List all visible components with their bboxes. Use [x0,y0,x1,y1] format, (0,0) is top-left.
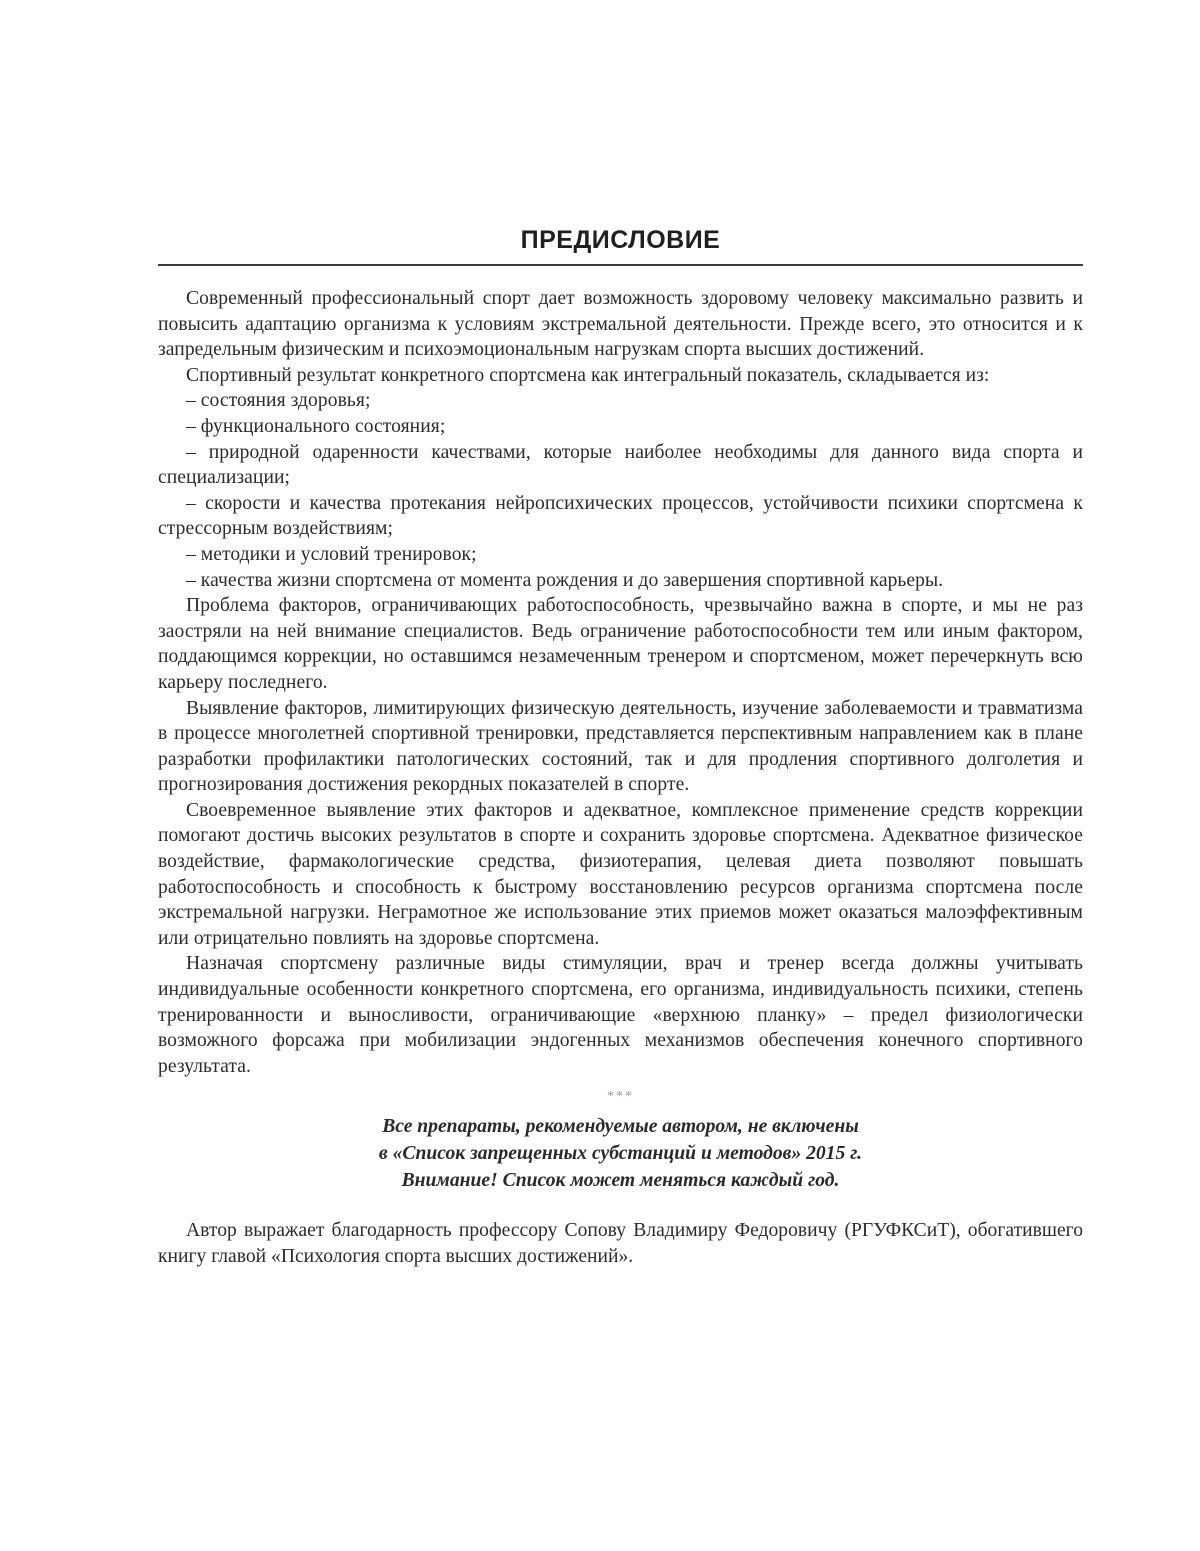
notice-line: Все препараты, рекомендуемые автором, не включены [382,1116,859,1138]
paragraph: Своевременное выявление этих факторов и адекватное, комплексное применение средств коррекции помогают достичь высоких результатов в спорте и сохранить здоровье спортсмена. Адекватное физическое воздействие, фармакологические средства, физиотерапия, целевая диета позволяют повышать работоспособность и способность к быстрому восстановлению ресурсов организма спортсмена после экстремальной нагрузки. Неграмотное же использование этих приемов может оказаться малоэффективным или отрицательно повлиять на здоровье спортсмена. [158,799,1083,949]
paragraph: Современный профессиональный спорт дает возможность здоровому человеку максимально развить и повысить адаптацию организма к условиям экстремальной деятельности. Прежде всего, это относится и к запредельным физическим и психоэмоциональным нагрузкам спорта высших достижений. [158,288,1083,361]
list-item: – методики и условий тренировок; [186,543,477,565]
list-item: – качества жизни спортсмена от момента рождения и до завершения спортивной карьеры. [186,569,944,591]
paragraph: Спортивный результат конкретного спортсмена как интегральный показатель, складывается из: [186,364,990,386]
paragraph: Назначая спортсмену различные виды стимуляции, врач и тренер всегда должны учитывать индивидуальные особенности конкретного спортсмена, его организма, индивидуальность психики, степень тренированности и выносливости, ограничивающие «верхнюю планку» – предел физиологически возможного форсажа при мобилизации эндогенных механизмов обеспечения конечного спортивного результата. [158,953,1083,1077]
acknowledgment-block [158,1218,1083,1269]
paragraph: Проблема факторов, ограничивающих работоспособность, чрезвычайно важна в спорте, и мы не раз заостряли на ней внимание специалистов. Ведь ограничение работоспособности тем или иным фактором, поддающимся коррекции, но оставшимся незамеченным тренером и спортсменом, может перечеркнуть всю карьеру последнего. [158,595,1083,693]
list-item: – функционального состояния; [186,415,446,437]
document-page [158,226,1083,1270]
list-item: – скорости и качества протекания нейропсихических процессов, устойчивости психики спортсмена к стрессорным воздействиям; [158,492,1083,540]
paragraph: Выявление факторов, лимитирующих физическую деятельность, изучение заболеваемости и травматизма в процессе многолетней спортивной тренировки, представляется перспективным направлением как в плане разработки профилактики патологических состояний, так и для продления спортивного долголетия и прогнозирования достижения рекордных показателей в спорте. [158,697,1083,796]
preface-body [158,286,1083,1079]
page-title: ПРЕДИСЛОВИЕ [520,226,721,254]
notice-line: Внимание! Список может меняться каждый год. [401,1170,840,1192]
section-separator: *** [607,1089,634,1105]
acknowledgment-text: Автор выражает благодарность профессору Сопову Владимиру Федоровичу (РГУФКСиТ), обогатившего книгу главой «Психология спорта высших достижений». [158,1220,1083,1267]
list-item: – состояния здоровья; [186,390,371,412]
list-item: – природной одаренности качествами, которые наиболее необходимы для данного вида спорта и специализации; [158,441,1083,489]
notice-line: в «Список запрещенных субстанций и методов» 2015 г. [378,1143,863,1165]
title-underline-rule [158,264,1083,266]
notice-block [158,1113,1083,1194]
